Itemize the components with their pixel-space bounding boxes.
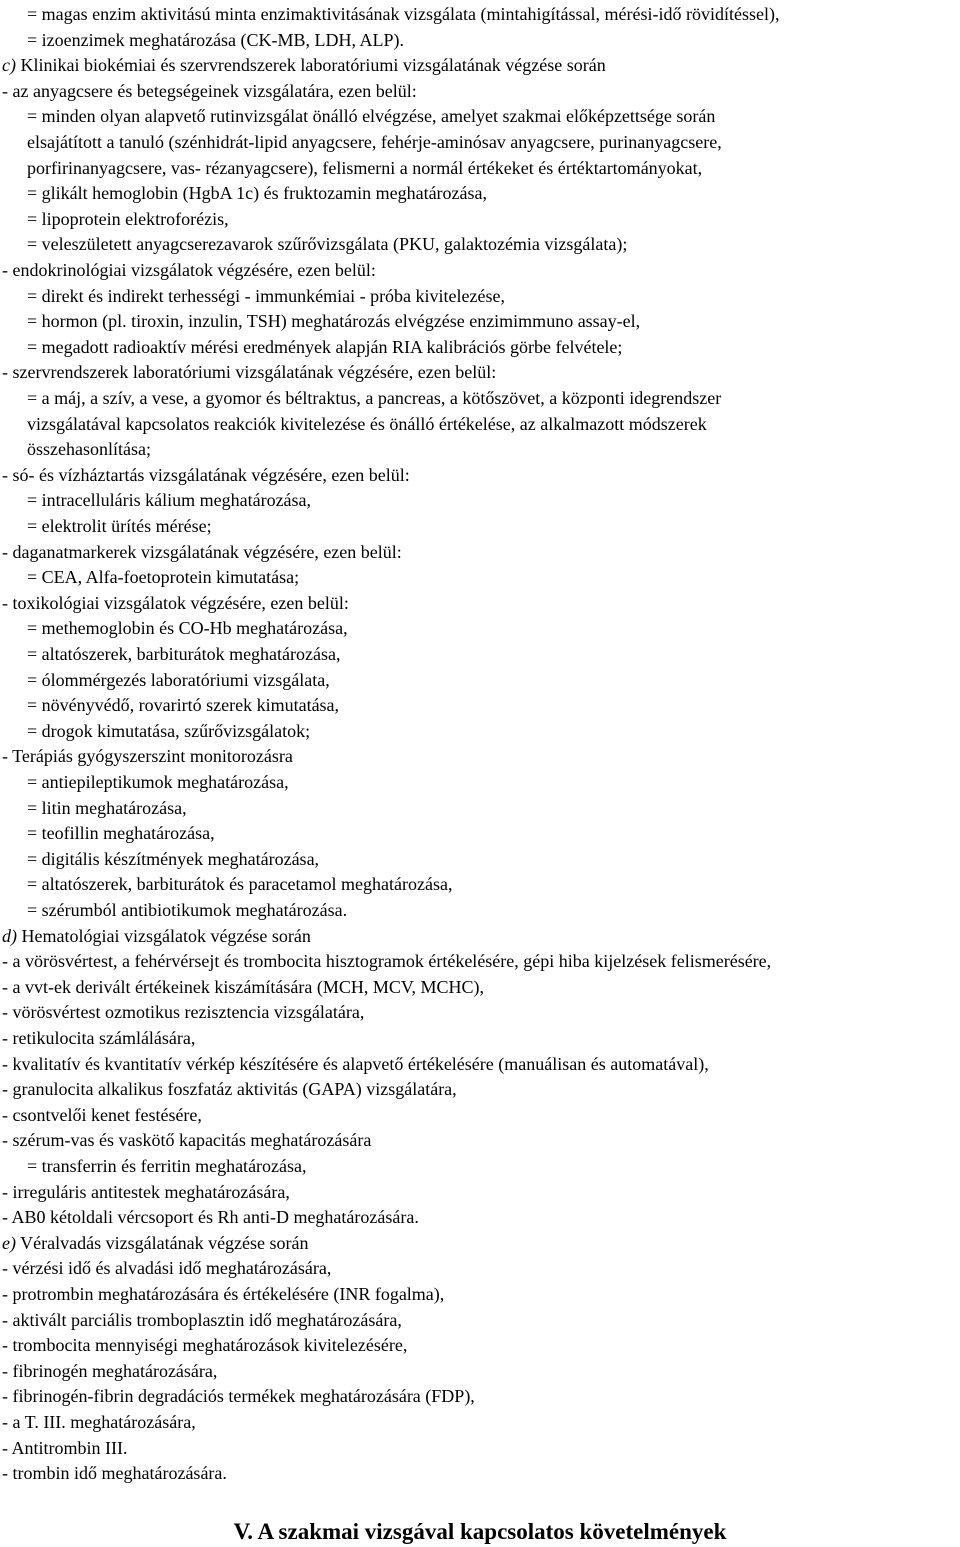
list-item-line: - irreguláris antitestek meghatározására, [2, 1181, 290, 1202]
sub-item-line: = magas enzim aktivitású minta enzimaktivitásának vizsgálata (mintahigítással, mérési-idő rövidítéssel), [27, 4, 780, 24]
sub-item-line: = ólommérgezés laboratóriumi vizsgálata, [27, 669, 330, 690]
list-item-line: - a vörösvértest, a fehérvérsejt és trombocita hisztogramok értékelésére, gépi hiba kijelzések felismerésére, [2, 951, 772, 972]
list-item-line: - fibrinogén meghatározására, [2, 1360, 218, 1381]
section-heading: V. A szakmai vizsgával kapcsolatos követelmények [233, 1519, 727, 1544]
list-item-line: - vörösvértest ozmotikus rezisztencia vizsgálatára, [2, 1002, 365, 1023]
list-item-line: - retikulocita számlálására, [2, 1028, 196, 1048]
section-letter: e) [2, 1232, 16, 1253]
list-item-line: - vérzési idő és alvadási idő meghatározására, [2, 1258, 332, 1279]
sub-item-line: = transferrin és ferritin meghatározása, [27, 1156, 307, 1176]
sub-item-line: = növényvédő, rovarirtó szerek kimutatása, [27, 695, 340, 716]
list-item-line: - daganatmarkerek vizsgálatának végzésére, ezen belül: [2, 541, 402, 562]
sub-item-line: porfirinanyagcsere, vas- rézanyagcsere), felismerni a normál értékeket és értéktartományokat, [27, 157, 703, 178]
section-title-text: Véralvadás vizsgálatának végzése során [15, 1232, 309, 1253]
sub-item-line: = methemoglobin és CO-Hb meghatározása, [27, 618, 348, 639]
section-title [2, 924, 311, 949]
list-item-line: - granulocita alkalikus foszfatáz aktivitás (GAPA) vizsgálatára, [2, 1079, 457, 1100]
section-title [2, 53, 606, 78]
list-item-line: - Antitrombin III. [2, 1437, 128, 1458]
sub-item-line: = szérumból antibiotikumok meghatározása. [27, 900, 348, 920]
list-item-line: - trombocita mennyiségi meghatározások kivitelezésére, [2, 1335, 408, 1356]
list-item-line: - toxikológiai vizsgálatok végzésére, ezen belül: [2, 592, 349, 613]
sub-item-line: = a máj, a szív, a vese, a gyomor és béltraktus, a pancreas, a kötőszövet, a központi idegrendszer [27, 388, 722, 408]
sub-item-line: elsajátított a tanuló (szénhidrát-lipid anyagcsere, fehérje-aminósav anyagcsere, purinanyagcsere, [27, 132, 722, 152]
sub-item-line: = direkt és indirekt terhességi - immunkémiai - próba kivitelezése, [27, 285, 506, 306]
list-item-line: - a vvt-ek derivált értékeinek kiszámítására (MCH, MCV, MCHC), [2, 976, 485, 997]
list-item-line: - csontvelői kenet festésére, [2, 1104, 202, 1125]
list-item-line: - Terápiás gyógyszerszint monitorozásra [2, 746, 293, 767]
sub-item-line: = altatószerek, barbiturátok meghatározása, [27, 644, 341, 664]
sub-item-line: = teofillin meghatározása, [27, 823, 215, 844]
sub-item-line: = altatószerek, barbiturátok és paracetamol meghatározása, [27, 874, 453, 895]
list-item-line: - fibrinogén-fibrin degradációs termékek meghatározására (FDP), [2, 1386, 475, 1407]
sub-item-line: = hormon (pl. tiroxin, inzulin, TSH) meghatározás elvégzése enzimimmuno assay-el, [27, 311, 641, 332]
list-item-line: - protrombin meghatározására és értékelésére (INR fogalma), [2, 1284, 445, 1304]
sub-item-line: = megadott radioaktív mérési eredmények alapján RIA kalibrációs görbe felvétele; [27, 336, 623, 357]
sub-item-line: = litin meghatározása, [27, 797, 187, 818]
list-item-line: - szérum-vas és vaskötő kapacitás meghatározására [2, 1130, 372, 1151]
list-item-line: - az anyagcsere és betegségeinek vizsgálatára, ezen belül: [2, 80, 417, 101]
sub-item-line: = antiepileptikumok meghatározása, [27, 772, 289, 792]
sub-item-line: = veleszületett anyagcserezavarok szűrővizsgálata (PKU, galaktozémia vizsgálata); [27, 234, 628, 255]
sub-item-line: = drogok kimutatása, szűrővizsgálatok; [27, 720, 311, 741]
sub-item-line: összehasonlítása; [27, 439, 151, 460]
list-item-line: - kvalitatív és kvantitatív vérkép készítésére és alapvető értékelésére (manuálisan és automatával), [2, 1053, 709, 1074]
sub-item-line: = lipoprotein elektroforézis, [27, 208, 229, 229]
section-title-text: Klinikai biokémiai és szervrendszerek laboratóriumi vizsgálatának végzése során [15, 55, 606, 76]
sub-item-line: = elektrolit ürítés mérése; [27, 516, 212, 536]
section-title-text: Hematológiai vizsgálatok végzése során [17, 925, 311, 946]
section-title [2, 1231, 309, 1256]
list-item-line: - aktivált parciális tromboplasztin idő meghatározására, [2, 1309, 402, 1330]
list-item-line: - szervrendszerek laboratóriumi vizsgálatának végzésére, ezen belül: [2, 362, 497, 383]
sub-item-line: = glikált hemoglobin (HgbA 1c) és fruktozamin meghatározása, [27, 183, 488, 204]
list-item-line: - AB0 kétoldali vércsoport és Rh anti-D meghatározására. [2, 1207, 419, 1228]
list-item-line: - só- és vízháztartás vizsgálatának végzésére, ezen belül: [2, 464, 410, 485]
sub-item-line: = digitális készítmények meghatározása, [27, 848, 320, 869]
sub-item-line: vizsgálatával kapcsolatos reakciók kivitelezése és önálló értékelése, az alkalmazott módszerek [27, 413, 707, 434]
list-item-line: - a T. III. meghatározására, [2, 1412, 196, 1432]
sub-item-line: = CEA, Alfa-foetoprotein kimutatása; [27, 567, 300, 588]
sub-item-line: = izoenzimek meghatározása (CK-MB, LDH, ALP). [27, 29, 405, 50]
list-item-line: - trombin idő meghatározására. [2, 1463, 227, 1484]
section-letter: c) [2, 55, 16, 76]
sub-item-line: = intracelluláris kálium meghatározása, [27, 490, 312, 511]
section-letter: d) [2, 925, 17, 946]
list-item-line: - endokrinológiai vizsgálatok végzésére, ezen belül: [2, 260, 376, 280]
sub-item-line: = minden olyan alapvető rutinvizsgálat önálló elvégzése, amelyet szakmai előképzettsége során [27, 106, 716, 127]
